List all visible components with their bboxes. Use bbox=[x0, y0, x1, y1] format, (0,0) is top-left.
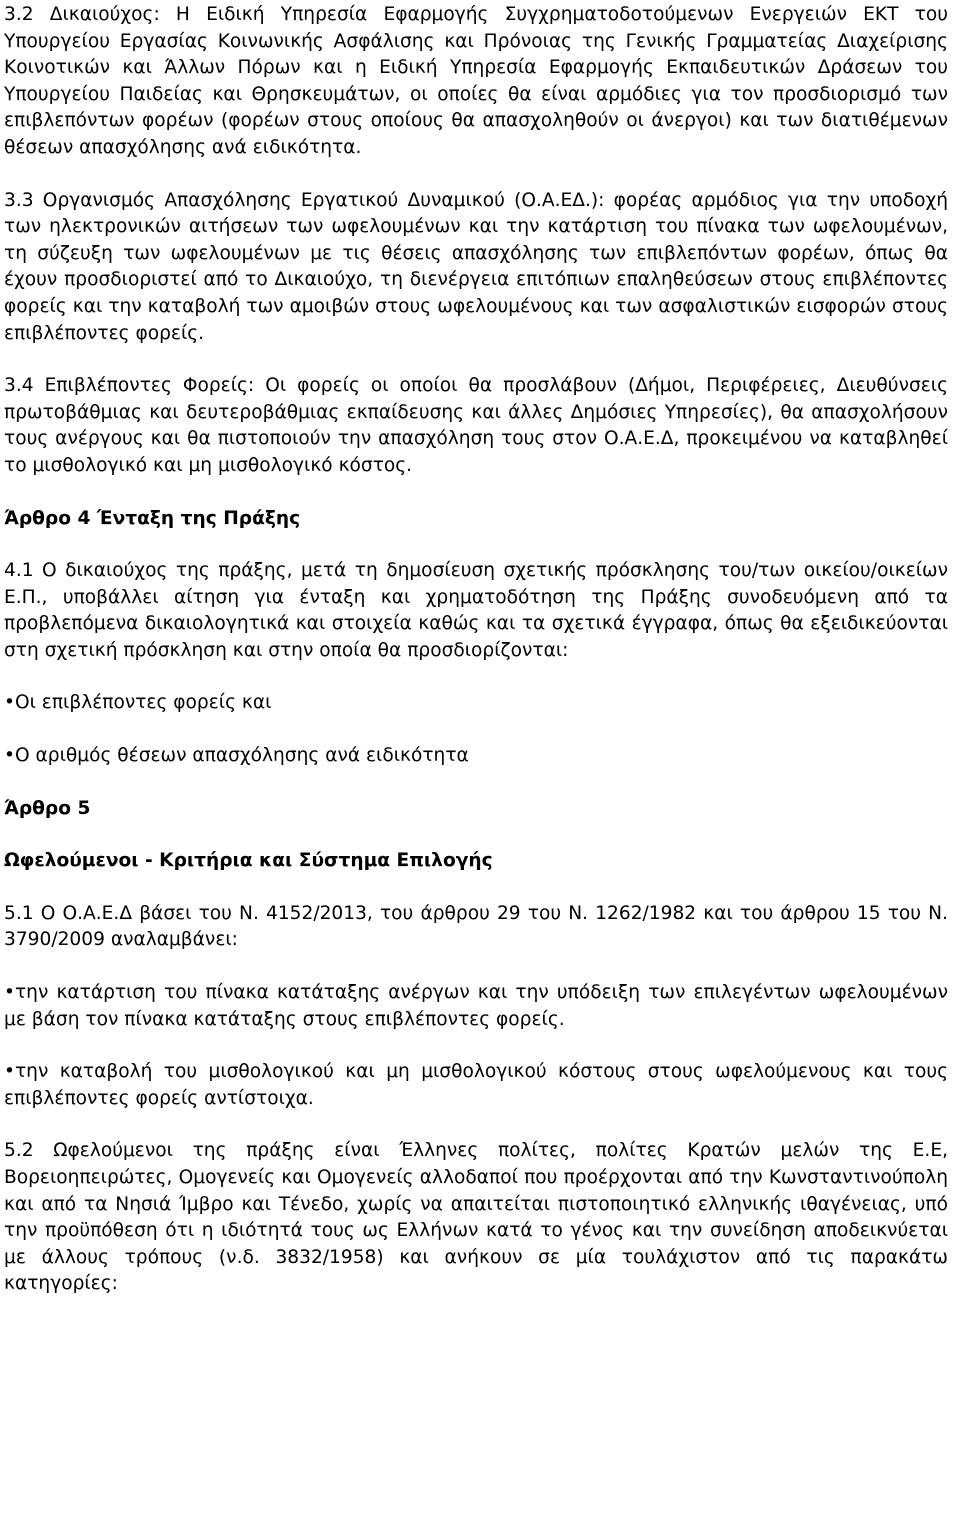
heading-article-5: Άρθρο 5 bbox=[4, 797, 91, 819]
heading-article-4: Άρθρο 4 Ένταξη της Πράξης bbox=[4, 507, 301, 529]
bullet-text: Ο αριθμός θέσεων απασχόλησης ανά ειδικότητα bbox=[14, 745, 469, 767]
bullet-text: την κατάρτιση του πίνακα κατάταξης ανέργων και την υπόδειξη των επιλεγέντων ωφελουμένων με βάση τον πίνακα κατάταξης στους επιβλέποντες φορείς. bbox=[4, 982, 948, 1030]
bullet-text: την καταβολή του μισθολογικού και μη μισθολογικού κόστους στους ωφελούμενους και τους επιβλέποντες φορείς αντίστοιχα. bbox=[4, 1061, 948, 1109]
bullet-item-4 bbox=[4, 1059, 948, 1112]
bullet-item-1 bbox=[4, 690, 948, 717]
paragraph-3-3: 3.3 Οργανισμός Απασχόλησης Εργατικού Δυναμικού (Ο.Α.ΕΔ.): φορέας αρμόδιος για την υποδοχή των ηλεκτρονικών αιτήσεων των ωφελουμένων και την κατάρτιση του πίνακα των ωφελουμένων, τη σύζευξη των ωφελουμένων με τις θέσεις απασχόλησης των επιβλεπόντων φορέων, όπως θα έχουν προσδιοριστεί από το Δικαιούχο, τη διενέργεια επιτόπιων επαληθεύσεων στους επιβλέποντες φορείς και την καταβολή των αμοιβών στους ωφελουμένους και των ασφαλιστικών εισφορών στους επιβλέποντες φορείς. bbox=[4, 189, 948, 344]
paragraph-5-2: 5.2 Ωφελούμενοι της πράξης είναι Έλληνες πολίτες, πολίτες Κρατών μελών της Ε.Ε, Βορειοηπειρώτες, Ομογενείς και Ομογενείς αλλοδαποί που προέρχονται από την Κωνσταντινούπολη και από τα Νησιά Ίμβρο και Τένεδο, χωρίς να απαιτείται πιστοποιητικό ελληνικής ιθαγένειας, υπό την προϋπόθεση ότι η ιδιότητά τους ως Ελλήνων κατά το γένος και την συνείδηση αποδεικνύεται με άλλους τρόπους (ν.δ. 3832/1958) και ανήκουν σε μία τουλάχιστον από τις παρακάτω κατηγορίες: bbox=[4, 1140, 948, 1295]
paragraph-4-1: 4.1 Ο δικαιούχος της πράξης, μετά τη δημοσίευση σχετικής πρόσκλησης του/των οικείου/οικείων Ε.Π., υποβάλλει αίτηση για ένταξη και χρηματοδότηση της Πράξης συνοδευόμενη από τα προβλεπόμενα δικαιολογητικά και στοιχεία καθώς και τα σχετικά έγγραφα, όπως θα εξειδικεύονται στη σχετική πρόσκληση και στην οποία θα προσδιορίζονται: bbox=[4, 560, 948, 661]
bullet-text: Οι επιβλέποντες φορείς και bbox=[14, 692, 272, 714]
paragraph-5-1: 5.1 Ο Ο.Α.Ε.Δ βάσει του Ν. 4152/2013, του άρθρου 29 του Ν. 1262/1982 και του άρθρου 15 του Ν. 3790/2009 αναλαμβάνει: bbox=[4, 902, 948, 951]
heading-article-5-subtitle: Ωφελούμενοι - Κριτήρια και Σύστημα Επιλογής bbox=[4, 850, 493, 872]
paragraph-3-4: 3.4 Επιβλέποντες Φορείς: Οι φορείς οι οποίοι θα προσλάβουν (Δήμοι, Περιφέρειες, Διευθύνσεις πρωτοβάθμιας και δευτεροβάθμιας εκπαίδευσης και άλλες Δημόσιες Υπηρεσίες), θα απασχολήσουν τους ανέργους και θα πιστοποιούν την απασχόληση τους στον Ο.Α.Ε.Δ, προκειμένου να καταβληθεί το μισθολογικό και μη μισθολογικό κόστος. bbox=[4, 375, 948, 476]
paragraph-3-2: 3.2 Δικαιούχος: Η Ειδική Υπηρεσία Εφαρμογής Συγχρηματοδοτούμενων Ενεργειών ΕΚΤ του Υπουργείου Εργασίας Κοινωνικής Ασφάλισης και Πρόνοιας της Γενικής Γραμματείας Διαχείρισης Κοινοτικών και Άλλων Πόρων και η Ειδική Υπηρεσία Εφαρμογής Εκπαιδευτικών Δράσεων του Υπουργείου Παιδείας και Θρησκευμάτων, οι οποίες θα είναι αρμόδιες για τον προσδιορισμό των επιβλεπόντων φορέων (φορέων στους οποίους θα απασχοληθούν οι άνεργοι) και των διατιθέμενων θέσεων απασχόλησης ανά ειδικότητα. bbox=[4, 4, 948, 158]
bullet-item-3 bbox=[4, 980, 948, 1033]
bullet-item-2 bbox=[4, 743, 948, 770]
